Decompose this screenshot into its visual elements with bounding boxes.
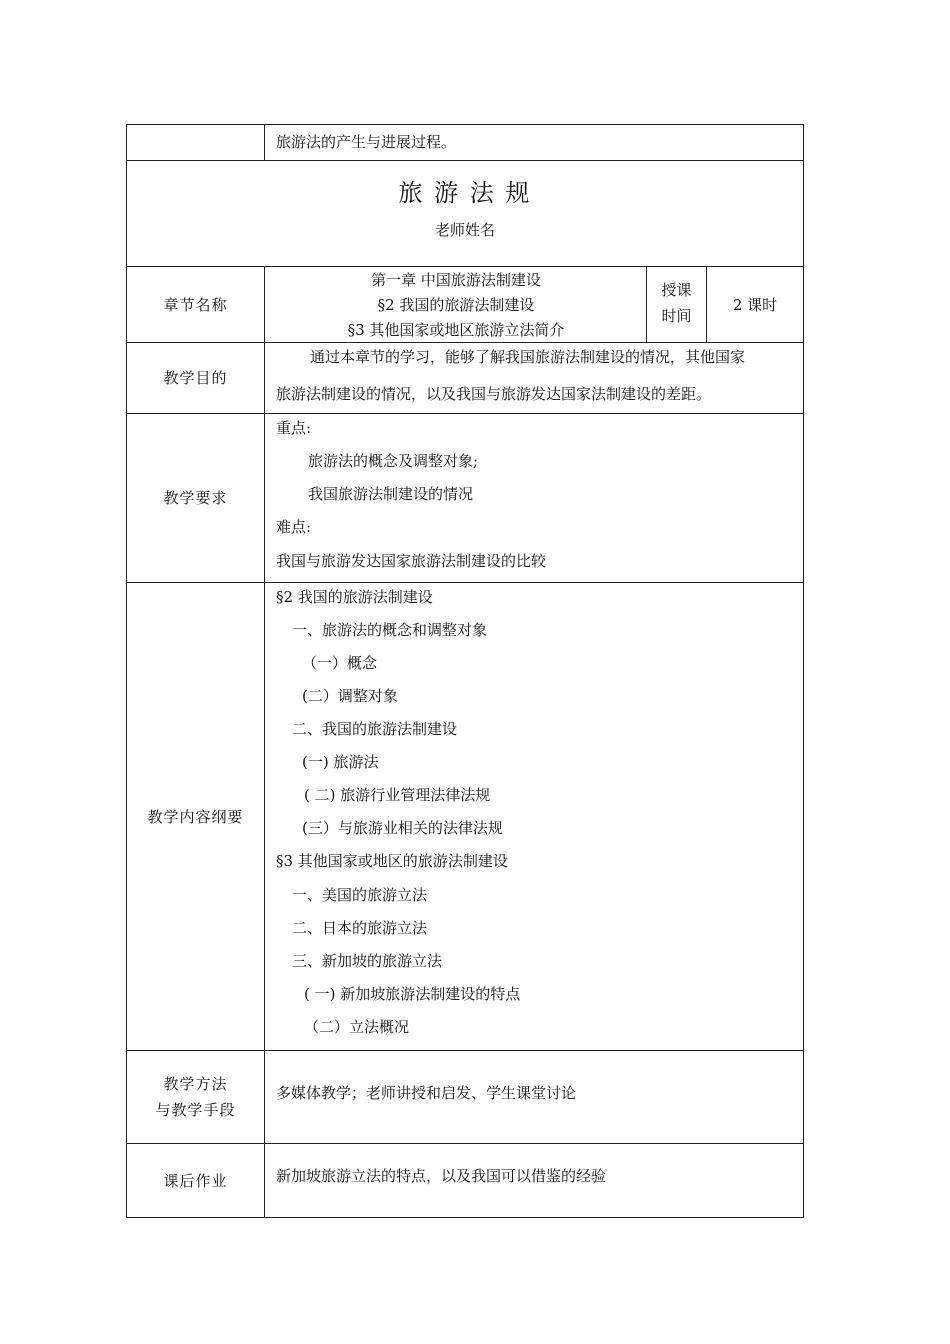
- course-title: 旅 游 法 规: [398, 179, 532, 207]
- outline-label: 教学内容纲要: [127, 583, 265, 1050]
- methods-label-line-1: 教学方法: [163, 1075, 228, 1093]
- requirements-line: 我国与旅游发达国家旅游法制建设的比较: [276, 552, 547, 570]
- outline-line: (一) 旅游法: [302, 753, 379, 771]
- outline-line: (三）与旅游业相关的法律法规: [302, 819, 503, 837]
- requirements-label: 教学要求: [127, 414, 265, 582]
- objective-cell: [266, 343, 803, 413]
- requirements-line: 难点:: [276, 518, 312, 536]
- methods-cell: [266, 1051, 803, 1143]
- teacher-name: 老师姓名: [434, 221, 495, 239]
- objective-row: [126, 342, 804, 413]
- outline-line: 三、新加坡的旅游立法: [292, 952, 443, 970]
- lesson-plan-table: [126, 124, 804, 1218]
- outline-line: §2 我国的旅游法制建设: [276, 588, 433, 606]
- outline-cell: [266, 583, 803, 1050]
- title-row: [126, 160, 804, 266]
- homework-cell: [266, 1144, 803, 1217]
- requirements-line: 我国旅游法制建设的情况: [308, 485, 474, 503]
- hours-label-line-1: 授课: [661, 281, 692, 299]
- outline-row: [126, 582, 804, 1050]
- chapter-line-1: 第一章 中国旅游法制建设: [371, 271, 541, 289]
- outline-line: （二）立法概况: [304, 1018, 410, 1036]
- chapter-row: [126, 266, 804, 342]
- requirements-row: [126, 413, 804, 582]
- outline-line: 一、美国的旅游立法: [292, 886, 428, 904]
- objective-label: 教学目的: [127, 343, 265, 413]
- outline-line: ( 二) 旅游行业管理法律法规: [304, 786, 491, 804]
- requirements-line: 重点:: [276, 419, 312, 437]
- methods-label-line-2: 与教学手段: [155, 1101, 236, 1119]
- continuation-cell: [266, 125, 803, 160]
- chapter-label: 章节名称: [127, 267, 265, 342]
- homework-label: 课后作业: [127, 1144, 265, 1217]
- outline-line: 二、我国的旅游法制建设: [292, 720, 458, 738]
- homework-text: 新加坡旅游立法的特点，以及我国可以借鉴的经验: [276, 1167, 607, 1185]
- requirements-cell: [266, 414, 803, 582]
- objective-line-2: 旅游法制建设的情况，以及我国与旅游发达国家法制建设的差距。: [276, 385, 712, 403]
- continuation-row: [126, 124, 804, 160]
- hours-value: 2 课时: [732, 296, 778, 314]
- empty-label-cell: [127, 125, 265, 160]
- homework-row: [126, 1143, 804, 1218]
- objective-line-1: 通过本章节的学习，能够了解我国旅游法制建设的情况，其他国家: [310, 348, 746, 366]
- chapter-cell: [266, 267, 646, 342]
- outline-line: （一）概念: [302, 654, 378, 672]
- outline-line: (二）调整对象: [302, 687, 398, 705]
- requirements-line: 旅游法的概念及调整对象;: [308, 452, 479, 470]
- chapter-line-3: §3 其他国家或地区旅游立法简介: [347, 321, 565, 339]
- methods-text: 多媒体教学；老师讲授和启发、学生课堂讨论: [276, 1084, 577, 1102]
- outline-line: 二、日本的旅游立法: [292, 919, 428, 937]
- hours-label-cell: [646, 267, 707, 342]
- methods-label: [127, 1051, 265, 1143]
- chapter-line-2: §2 我国的旅游法制建设: [377, 296, 535, 314]
- outline-line: §3 其他国家或地区的旅游法制建设: [276, 852, 508, 870]
- hours-label-line-2: 时间: [661, 307, 692, 325]
- outline-line: 一、旅游法的概念和调整对象: [292, 621, 488, 639]
- continuation-text: 旅游法的产生与进展过程。: [276, 133, 457, 151]
- methods-row: [126, 1050, 804, 1143]
- outline-line: ( 一) 新加坡旅游法制建设的特点: [304, 985, 521, 1003]
